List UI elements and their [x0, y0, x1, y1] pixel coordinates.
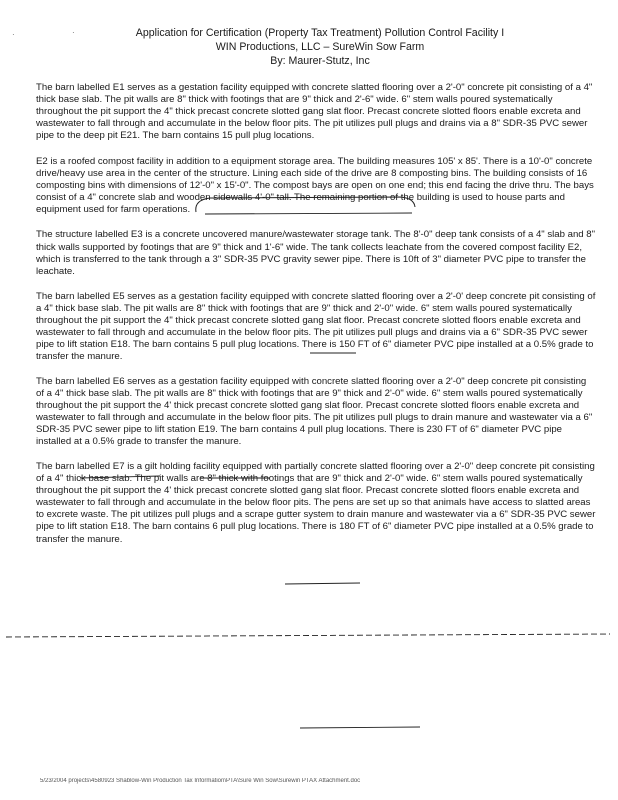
scan-speck: ·	[12, 30, 15, 39]
document-header	[60, 26, 580, 68]
paragraph-e1: The barn labelled E1 serves as a gestation facility equipped with concrete slatted flooring over a 2'-0" concrete pit consisting of a 4" thick base slab. The pit walls are 8" thick with footings that are 9" thick and 2'-6" wide. 6" stem walls poured systematically throughout the pit support the 4" thick precast concrete slotted gang slat floor. Precast concrete slotted floors enable excreta and wastewater to fall through and accumulate in the below floor pits. The pit utilizes pull plugs and drains via a 8" SDR-35 PVC sewer pipe to the deep pit E21. The barn contains 15 pull plug locations.	[36, 82, 593, 142]
document-body	[36, 82, 596, 559]
paragraph-e7: The barn labelled E7 is a gilt holding facility equipped with partially concrete slatted flooring over a 2'-0" deep concrete pit consisting of a 4" thick base slab. The pit walls are 8" thick with footings that are 9" thick and 2'-0" wide. 6" stem walls poured systematically throughout the pit support the 4' thick precast concrete slotted gang slat floor. Precast concrete slotted floors enable excreta and wastewater to fall through and accumulate in the below floor pits. The pens are set up so that animals have access to slatted areas to excrete waste. The pit utilizes pull plugs and a scrape gutter system to drain manure and wastewater via a 6" SDR-35 PVC sewer pipe to lift station E18. The barn contains 6 pull plug locations. There is 180 FT of 6" diameter PVC pipe installed at a 0.5% grade to transfer the manure.	[36, 461, 596, 545]
file-path-footer: 5/23/2004 projects\4580923 Shablow-Win Production Tax Information\PTA\Sure Win Sow\Surewin PTAX Attachment.doc	[40, 778, 361, 784]
handwritten-underline-mark	[285, 583, 360, 584]
paragraph-e5: The barn labelled E5 serves as a gestation facility equipped with concrete slatted flooring over a 2'-0' deep concrete pit consisting of a 4" thick base slab. The pit walls are 8" thick with footings that are 9" thick and 2'-0" wide. 6" stem walls poured systematically throughout the pit support the 4" thick precast concrete slotted gang slat floor. Precast concrete slotted floors enable excreta and wastewater to fall through and accumulate in the below floor pits. The pit utilizes pull plugs and drains via a 6" SDR-35 PVC sewer pipe to lift station E18. The barn contains 5 pull plug locations. There is 150 FT of 6" diameter PVC pipe installed at a 0.5% grade to transfer the manure.	[36, 290, 596, 362]
scan-speck: ·	[72, 28, 75, 37]
handwritten-underline-mark	[300, 727, 420, 728]
paragraph-e6: The barn labelled E6 serves as a gestation facility equipped with concrete slatted flooring over a 2'-0" deep concrete pit consisting of a 4" thick base slab. The pit walls are 8" thick with footings that are 9" thick and 2'-0" wide. 6" stem walls poured systematically throughout the pit support the 4' thick precast concrete slotted gang slat floor. Precast concrete slotted floors enable excreta and wastewater to fall through and accumulate in the below floor pits. The pit utilizes pull plugs to drain manure and wastewater via a 6" SDR-35 PVC sewer pipe to lift station E19. The barn contains 4 pull plug locations. There is 230 FT of 6" diameter PVC pipe installed at a 0.5% grade to transfer the manure.	[36, 375, 593, 448]
header-title-line2: WIN Productions, LLC – SureWin Sow Farm	[215, 41, 425, 53]
paragraph-e3: The structure labelled E3 is a concrete uncovered manure/wastewater storage tank. The 8'-0" deep tank consists of a 4" slab and 8" thick walls supported by footings that are 9" thick and 1'-6" wide. The tank collects leachate from the covered compost facility E2, which is transferred to the tank through a 3" SDR-35 PVC gravity sewer pipe. There is 10ft of 3" diameter PVC pipe to transfer the leachate.	[36, 229, 596, 277]
header-title-line3: By: Maurer-Stutz, Inc	[270, 55, 370, 67]
header-title-line1: Application for Certification (Property Tax Treatment) Pollution Control Facility I	[135, 27, 505, 39]
paragraph-e2: E2 is a roofed compost facility in addition to a equipment storage area. The building measures 105' x 85'. There is a 10'-0" concrete drive/heavy use area in the center of the structure. Lining each side of the drive are 8 composting bins. The building consists of 16 composting bins with dimensions of 12'-0" x 15'-0". The compost bays are open on one end; this end facing the drive thru. The bays consist of a 4" concrete slab and wooden sidewalls 4'-0" tall. The remaining portion of the building is used to house parts and equipment used for farm operations.	[36, 156, 594, 216]
handwritten-strike-line	[6, 634, 610, 637]
